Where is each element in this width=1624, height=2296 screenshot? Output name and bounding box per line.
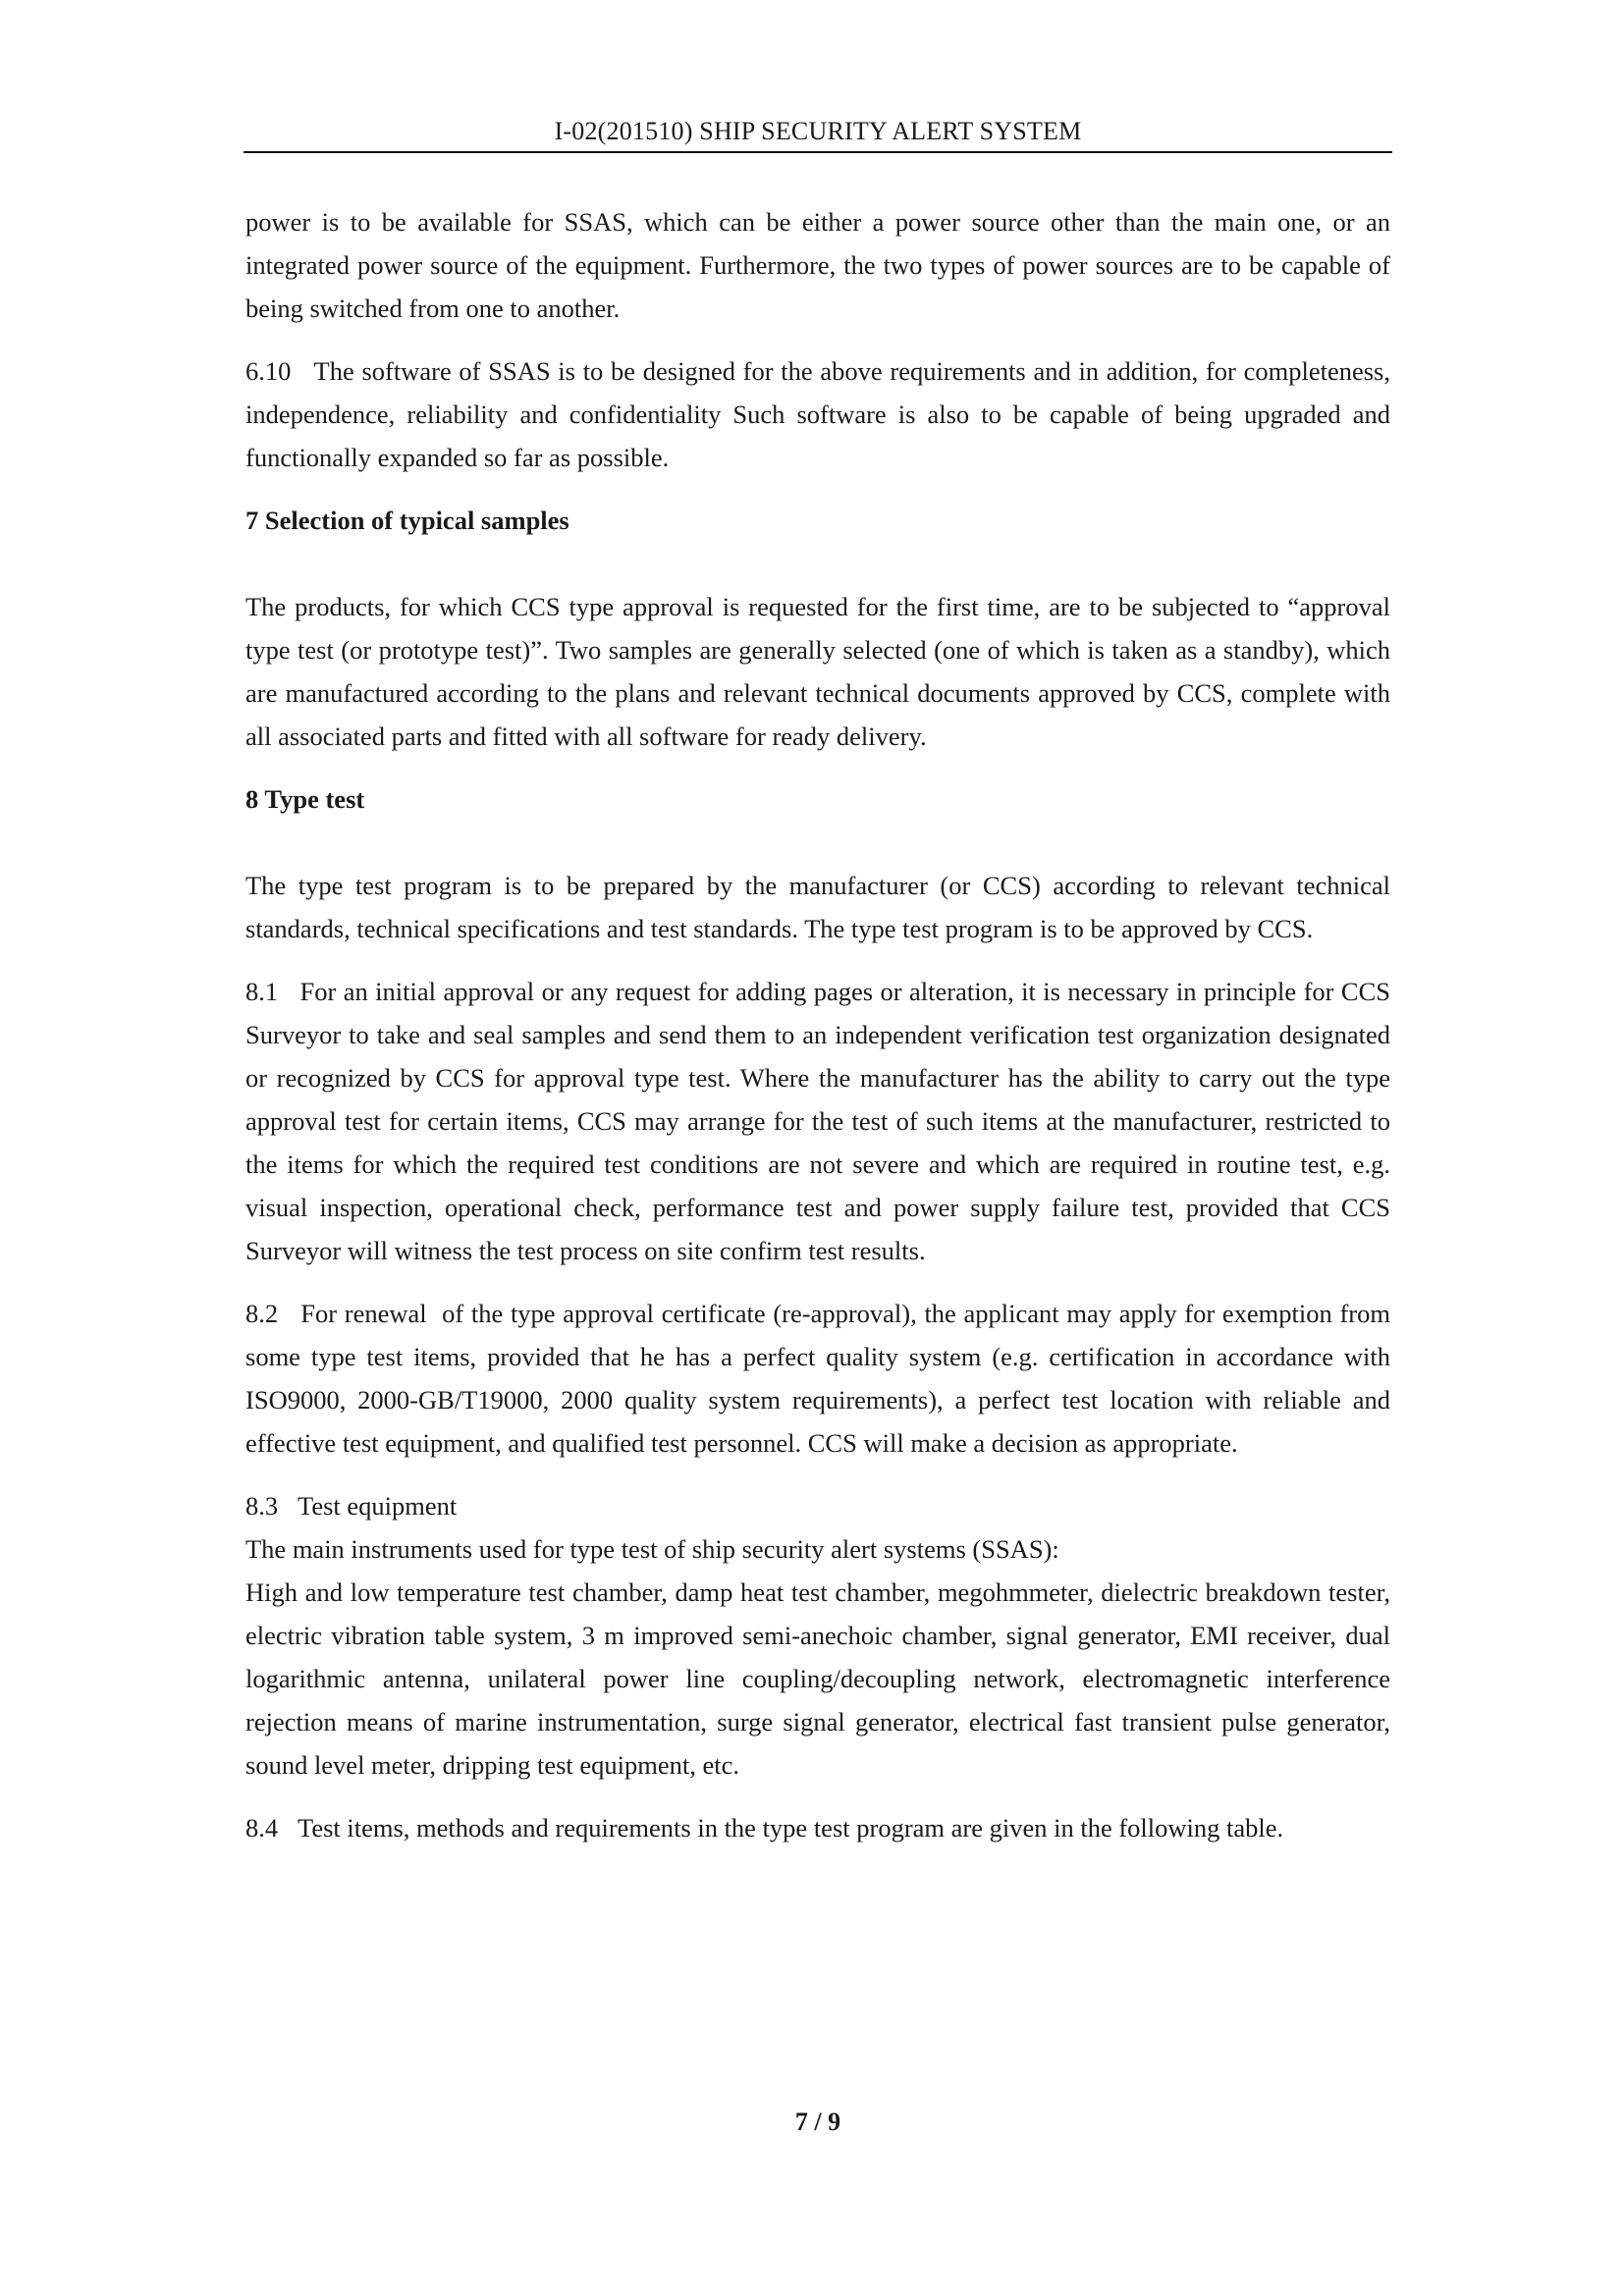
document-body xyxy=(245,200,1390,1849)
paragraph-8-1: 8.1 For an initial approval or any request for adding pages or alteration, it is necessary in principle for CCS Surveyor to take and seal samples and send them to an independent verification test organization designated or recognized by CCS for approval type test. Where the manufacturer has the ability to carry out the type approval test for certain items, CCS may arrange for the test of such items at the manufacturer, restricted to the items for which the required test conditions are not severe and which are required in routine test, e.g. visual inspection, operational check, performance test and power supply failure test, provided that CCS Surveyor will witness the test process on site confirm test results. xyxy=(245,977,1390,1265)
paragraph-8-2: 8.2 For renewal of the type approval certificate (re-approval), the applicant may apply for exemption from some type test items, provided that he has a perfect quality system (e.g. certification in accordance with ISO9000, 2000-GB/T19000, 2000 quality system requirements), a perfect test location with reliable and effective test equipment, and qualified test personnel. CCS will make a decision as appropriate. xyxy=(245,1299,1390,1458)
paragraph-8-3-equipment-list: High and low temperature test chamber, damp heat test chamber, megohmmeter, dielectric breakdown tester, electric vibration table system, 3 m improved semi-anechoic chamber, signal generator, EMI receiver, dual logarithmic antenna, unilateral power line coupling/decoupling network, electromagnetic interference rejection means of marine instrumentation, surge signal generator, electrical fast transient pulse generator, sound level meter, dripping test equipment, etc. xyxy=(245,1577,1390,1780)
paragraph-8-3-intro: The main instruments used for type test of ship security alert systems (SSAS): xyxy=(245,1534,1059,1564)
page-number: 7 / 9 xyxy=(794,2108,841,2136)
paragraph-8-4: 8.4 Test items, methods and requirements in the type test program are given in the following table. xyxy=(245,1813,1284,1842)
header-divider xyxy=(244,151,1392,153)
paragraph-8-3-title: 8.3 Test equipment xyxy=(245,1491,458,1521)
section-heading-8: 8 Type test xyxy=(245,784,365,814)
paragraph-7: The products, for which CCS type approval is requested for the first time, are to be subjected to “approval type test (or prototype test)”. Two samples are generally selected (one of which is taken as a standby), which are manufactured according to the plans and relevant technical documents approved by CCS, complete with all associated parts and fitted with all software for ready delivery. xyxy=(245,592,1390,751)
page-header: I-02(201510) SHIP SECURITY ALERT SYSTEM xyxy=(554,117,1082,145)
paragraph-8: The type test program is to be prepared by the manufacturer (or CCS) according to relevant technical standards, technical specifications and test standards. The type test program is to be approved by CCS. xyxy=(245,871,1390,943)
paragraph-power-supply: power is to be available for SSAS, which can be either a power source other than the main one, or an integrated power source of the equipment. Furthermore, the two types of power sources are to be capable of being switched from one to another. xyxy=(245,207,1390,323)
section-heading-7: 7 Selection of typical samples xyxy=(245,506,569,535)
paragraph-6-10: 6.10 The software of SSAS is to be designed for the above requirements and in addition, for completeness, independence, reliability and confidentiality Such software is also to be capable of being upgraded and functionally expanded so far as possible. xyxy=(245,356,1390,472)
